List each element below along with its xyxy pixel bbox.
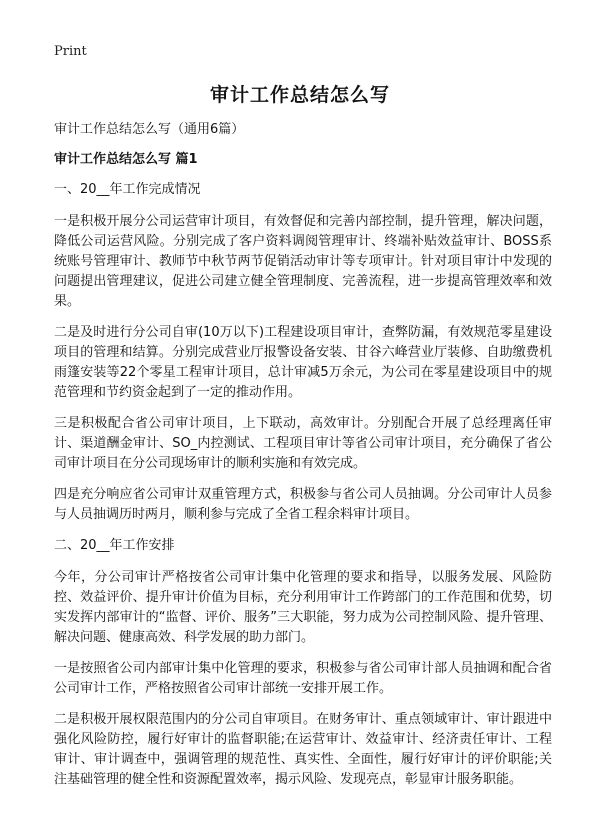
paragraph-2: 二是及时进行分公司自审(10万以下)工程建设项目审计，查弊防漏，有效规范零星建设项目的管理和结算。分别完成营业厅报警设备安装、甘谷六峰营业厅装修、自助缴费机雨篷安装等22个零星工程审计项目，总计审减5万余元，为公司在零星建设项目中的规范管理和节约资金起到了一定的推动作用。 bbox=[54, 325, 552, 400]
paragraph-6: 一是按照省公司内部审计集中化管理的要求，积极参与省公司审计部人员抽调和配合省公司审计工作，严格按照省公司审计部统一安排开展工作。 bbox=[54, 661, 552, 696]
document-title: 审计工作总结怎么写 bbox=[209, 84, 390, 106]
document-subtitle: 审计工作总结怎么写（通用6篇） bbox=[54, 122, 245, 137]
paragraph-7: 二是积极开展权限范围内的分公司自审项目。在财务审计、重点领域审计、审计跟进中强化风险防控，履行好审计的监督职能;在运营审计、效益审计、经济责任审计、工程审计、审计调查中，强调管理的规范性、真实性、全面性，履行好审计的评价职能;关注基础管理的健全性和资源配置效率，揭示风险、发现亮点，彰显审计服务职能。 bbox=[54, 712, 552, 787]
paragraph-1: 一是积极开展分公司运营审计项目，有效督促和完善内部控制，提升管理，解决问题，降低公司运营风险。分别完成了客户资料调阅管理审计、终端补贴效益审计、BOSS系统账号管理审计、教师节中秋节两节促销活动审计等专项审计。针对项目审计中发现的问题提出管理建议，促进公司建立健全管理制度、完善流程，进一步提高管理效率和效果。 bbox=[54, 214, 552, 309]
heading-work-plan: 二、20__年工作安排 bbox=[54, 538, 175, 553]
paragraph-4: 四是充分响应省公司审计双重管理方式，积极参与省公司人员抽调。分公司审计人员参与人员抽调历时两月，顺利参与完成了全省工程余料审计项目。 bbox=[54, 487, 552, 522]
paragraph-3: 三是积极配合省公司审计项目，上下联动，高效审计。分别配合开展了总经理离任审计、渠道酬金审计、SO_内控测试、工程项目审计等省公司审计项目，充分确保了省公司审计项目在分公司现场审计的顺利实施和有效完成。 bbox=[54, 416, 552, 471]
document-body bbox=[54, 120, 552, 801]
heading-work-completion: 一、20__年工作完成情况 bbox=[54, 182, 201, 197]
section-title: 审计工作总结怎么写 篇1 bbox=[54, 152, 198, 167]
print-link[interactable]: Print bbox=[54, 44, 87, 59]
paragraph-5: 今年，分公司审计严格按省公司审计集中化管理的要求和指导，以服务发展、风险防控、效益评价、提升审计价值为目标，充分利用审计工作跨部门的工作范围和优势，切实发挥内部审计的“监督、评价、服务”三大职能，努力成为公司控制风险、提升管理、解决问题、健康高效、科学发展的助力部门。 bbox=[54, 570, 552, 645]
